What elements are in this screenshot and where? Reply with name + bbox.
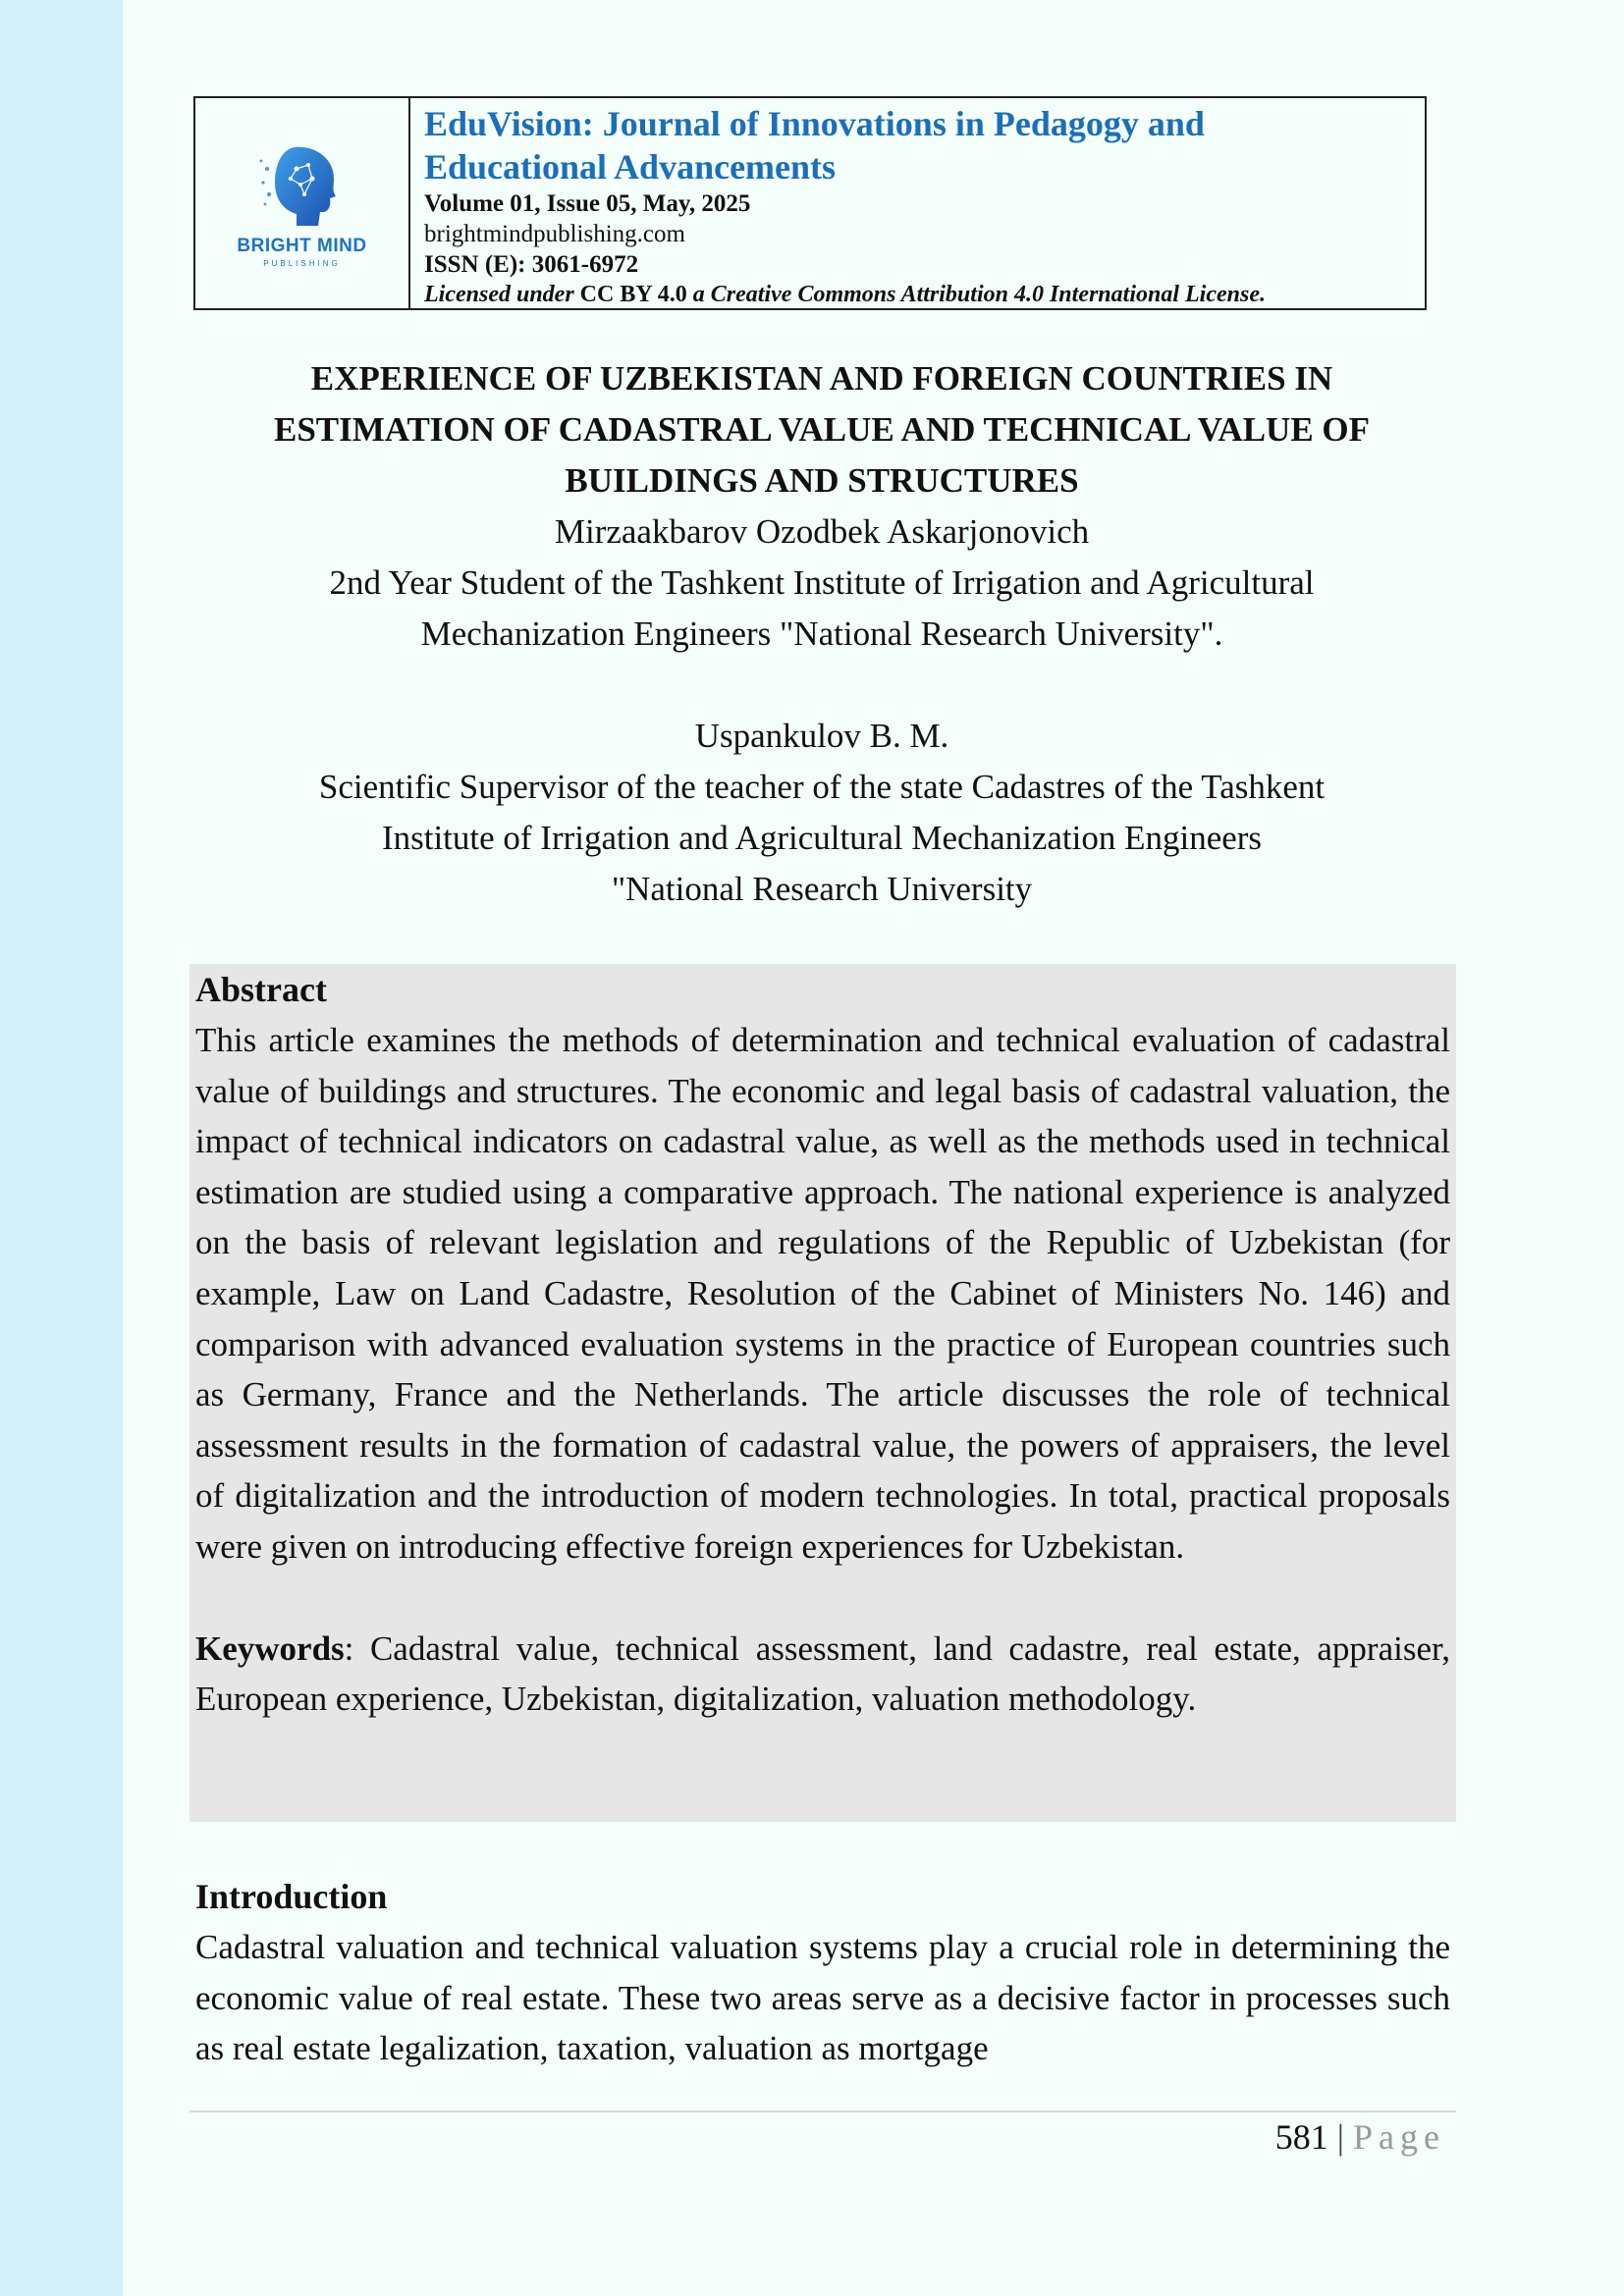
logo-wordmark: BRIGHT MIND: [237, 235, 367, 256]
page-separator: |: [1336, 2117, 1345, 2157]
keywords-text: : Cadastral value, technical assessment, land cadastre, real estate, appraiser, European experience, Uzbekistan, digitalization, valuation methodology.: [195, 1629, 1450, 1719]
abstract-text: This article examines the methods of determination and technical evaluation of cadastral value of buildings and structures. The economic and legal basis of cadastral valuation, the impact of technical indicators on cadastral value, as well as the methods used in technical estimation are studied using a comparative approach. The national experience is analyzed on the basis of relevant legislation and regulations of the Republic of Uzbekistan (for example, Law on Land Cadastre, Resolution of the Cabinet of Ministers No. 146) and comparison with advanced evaluation systems in the practice of European countries such as Germany, France and the Netherlands. The article discusses the role of technical assessment results in the formation of cadastral value, the powers of appraisers, the level of digitalization and the introduction of modern technologies. In total, practical proposals were given on introducing effective foreign experiences for Uzbekistan.: [195, 1021, 1450, 1566]
license-cc: CC BY 4.0: [579, 282, 687, 307]
journal-title-line-1: EduVision: Journal of Innovations in Pedagogy and: [424, 104, 1205, 143]
author-2-affiliation-2: Institute of Irrigation and Agricultural Mechanization Engineers: [381, 819, 1263, 857]
footer-divider: [189, 2110, 1456, 2112]
journal-title-line-2: Educational Advancements: [424, 147, 837, 187]
left-margin-bar: [0, 0, 123, 2296]
journal-header: [193, 96, 1427, 310]
title-block: [193, 353, 1450, 915]
publisher-logo: [195, 98, 410, 308]
journal-info: [410, 98, 1279, 308]
author-2-affiliation-3: "National Research University: [611, 870, 1033, 908]
abstract-heading: Abstract: [195, 970, 327, 1009]
license-suffix: a Creative Commons Attribution 4.0 International License.: [692, 282, 1266, 307]
brain-head-logo-icon: [255, 139, 350, 234]
introduction-text: Cadastral valuation and technical valuation systems play a crucial role in determining the economic value of real estate. These two areas serve as a decisive factor in processes such as real estate legalization, taxation, valuation as mortgage: [195, 1928, 1450, 2068]
paper-title-line-2: ESTIMATION OF CADASTRAL VALUE AND TECHNICAL VALUE OF: [273, 410, 1371, 449]
issn: ISSN (E): 3061-6972: [424, 251, 639, 278]
page-footer: [1275, 2110, 1445, 2163]
paper-title-line-3: BUILDINGS AND STRUCTURES: [565, 461, 1079, 500]
volume-issue: Volume 01, Issue 05, May, 2025: [424, 190, 751, 217]
journal-website: brightmindpublishing.com: [424, 221, 685, 247]
keywords: [195, 1624, 1450, 1725]
author-spacer: [193, 660, 1450, 711]
author-2-affiliation-1: Scientific Supervisor of the teacher of the state Cadastres of the Tashkent: [318, 768, 1326, 806]
introduction-section: [195, 1871, 1450, 2074]
paper-title-line-1: EXPERIENCE OF UZBEKISTAN AND FOREIGN COUNTRIES IN: [310, 359, 1333, 398]
abstract-section: [189, 964, 1456, 1822]
author-2-name: Uspankulov B. M.: [694, 717, 949, 755]
author-1-affiliation-2: Mechanization Engineers "National Research University".: [420, 614, 1223, 653]
author-1-name: Mirzaakbarov Ozodbek Askarjonovich: [554, 512, 1090, 551]
page-number: 581: [1274, 2117, 1328, 2157]
page-label: Page: [1353, 2117, 1445, 2157]
introduction-heading: Introduction: [195, 1877, 388, 1916]
logo-subtitle: PUBLISHING: [263, 258, 341, 268]
license-prefix: Licensed under: [424, 282, 574, 307]
keywords-label: Keywords: [195, 1629, 345, 1668]
author-1-affiliation-1: 2nd Year Student of the Tashkent Institute of Irrigation and Agricultural: [329, 563, 1315, 602]
license-line: [424, 280, 1266, 309]
abstract-spacer: [195, 1573, 1450, 1624]
